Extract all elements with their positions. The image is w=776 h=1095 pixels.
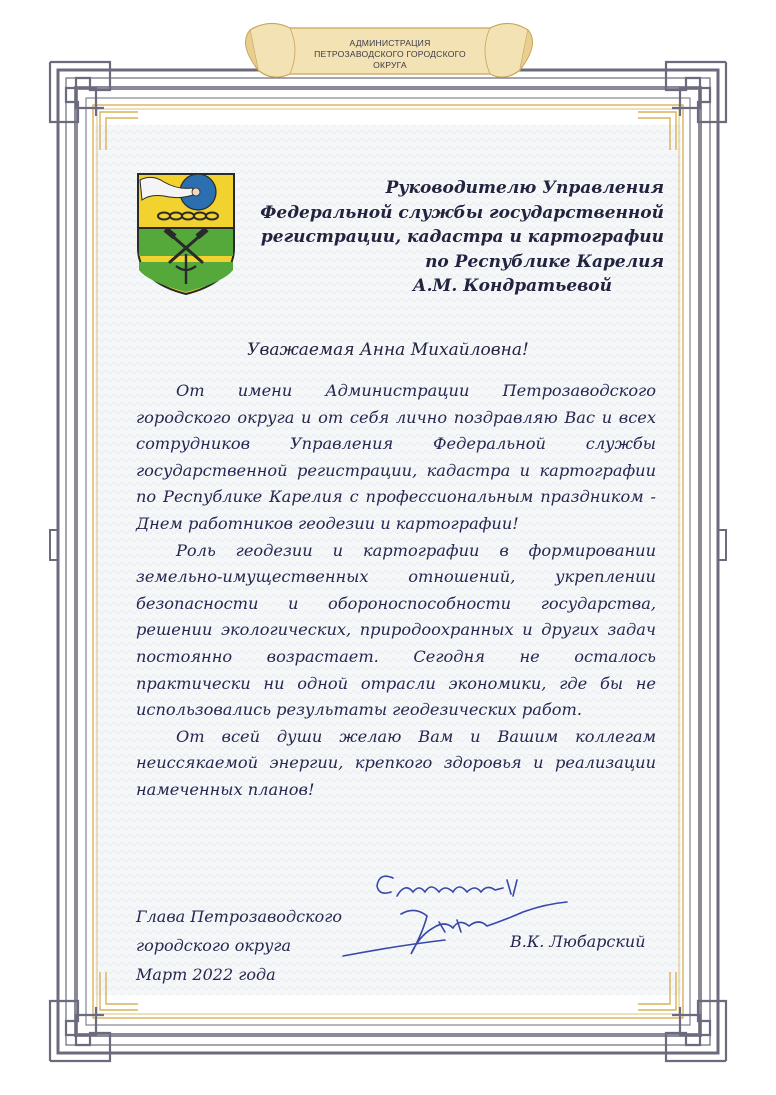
letter-paragraph-1: От имени Администрации Петрозаводского городского округа и от себя лично поздравляю Вас и всех сотрудников Управления Федеральной службы государственной регистрации, кадастра и картографии по Республике Карелия с профессиональным праздником - Днем работников геодезии и картографии! [136,381,656,533]
signature-position-line-1: Глава Петрозаводского [136,907,342,926]
signature-position-line-2: городского округа [136,936,292,955]
banner-line-2: ПЕТРОЗАВОДСКОГО ГОРОДСКОГО ОКРУГА [314,49,466,70]
handwritten-signature [335,862,575,972]
coat-of-arms-icon [134,170,238,298]
addressee-line-4: по Республике Карелия [425,251,664,272]
signer-name: В.К. Любарский [510,932,646,951]
signature-position-block [136,902,366,989]
letter-paragraph-3: От всей души желаю Вам и Вашим коллегам неиссякаемой энергии, крепкого здоровья и реализации намеченных планов! [136,726,656,799]
addressee-block [244,176,664,299]
salutation: Уважаемая Анна Михайловна! [247,340,529,360]
addressee-line-1: Руководителю Управления [385,178,664,198]
letter-paragraph-2: Роль геодезии и картографии в формировании земельно-имущественных отношений, укреплении безопасности и обороноспособности государства, решении экологических, природоохранных и других задач постоянно возрастает. Сегодня не осталось практически ни одной отрасли экономики, где бы не использовались результаты геодезических работ. [136,540,656,720]
header-banner [300,38,480,71]
addressee-line-3: регистрации, кадастра и картографии [260,227,664,247]
signature-date: Март 2022 года [136,965,276,984]
letter-body [136,378,656,804]
addressee-name: А.М. Кондратьевой [412,276,612,296]
banner-line-1: АДМИНИСТРАЦИЯ [349,38,431,48]
addressee-line-2: Федеральной службы государственной [260,202,664,223]
